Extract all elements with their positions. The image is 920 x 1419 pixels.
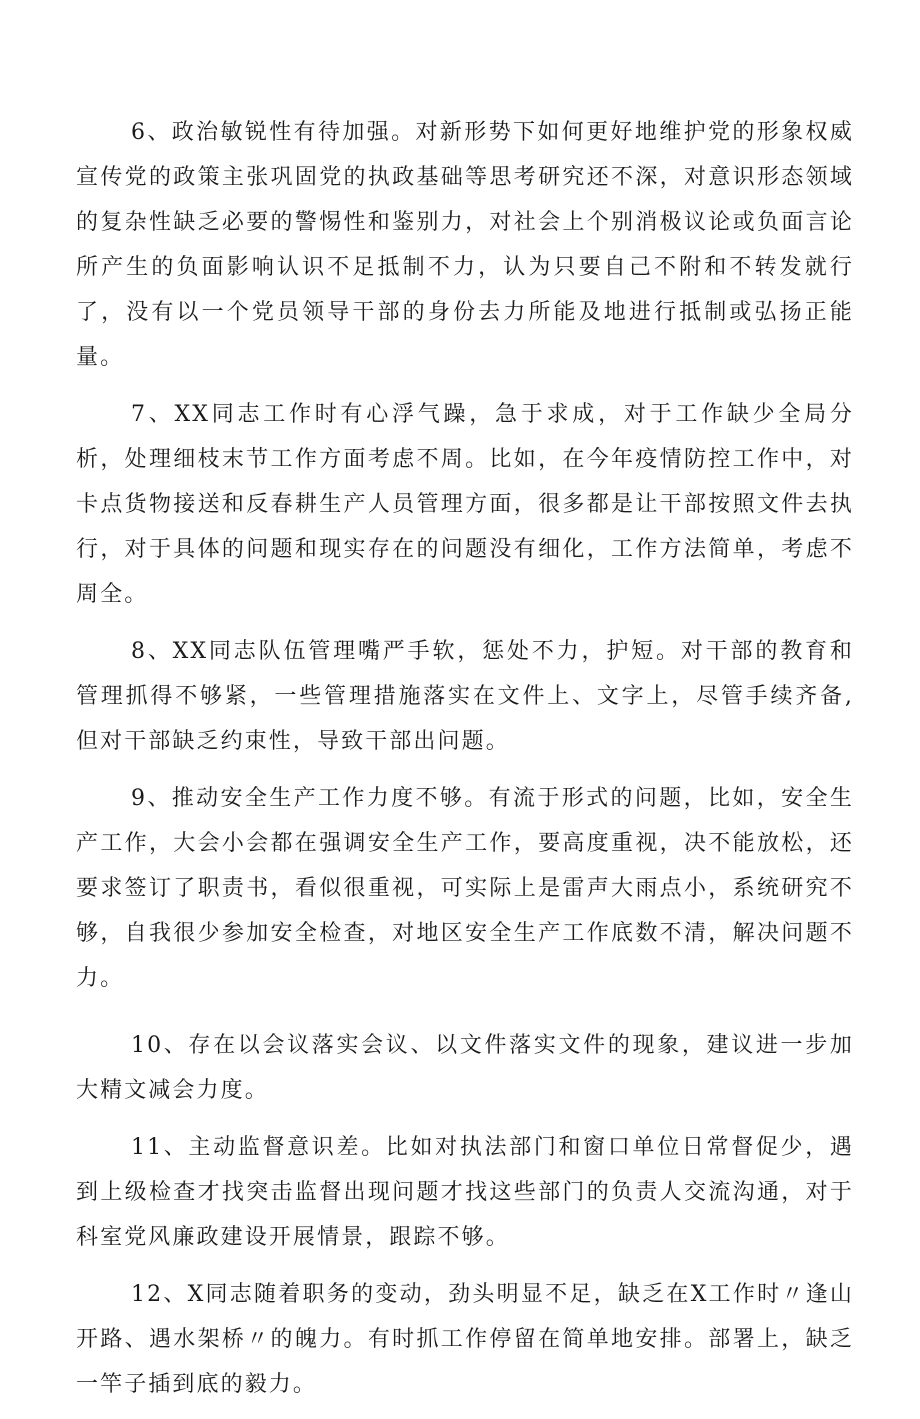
paragraph-item-12: 12、X同志随着职务的变动，劲头明显不足，缺乏在X工作时〃逢山开路、遇水架桥〃的魄力。有时抓工作停留在简单地安排。部署上，缺乏一竿子插到底的毅力。 — [76, 1282, 854, 1397]
paragraph-item-10: 10、存在以会议落实会议、以文件落实文件的现象，建议进一步加大精文减会力度。 — [76, 1033, 854, 1103]
paragraph-item-9: 9、推动安全生产工作力度不够。有流于形式的问题，比如，安全生产工作，大会小会都在强调安全生产工作，要高度重视，决不能放松，还要求签订了职责书，看似很重视，可实际上是雷声大雨点小，系统研究不够，自我很少参加安全检查，对地区安全生产工作底数不清，解决问题不力。 — [76, 786, 854, 991]
paragraph-item-7: 7、XX同志工作时有心浮气躁，急于求成，对于工作缺少全局分析，处理细枝末节工作方面考虑不周。比如，在今年疫情防控工作中，对卡点货物接送和反春耕生产人员管理方面，很多都是让干部按照文件去执行，对于具体的问题和现实存在的问题没有细化，工作方法简单，考虑不周全。 — [76, 402, 854, 607]
paragraph-item-6: 6、政治敏锐性有待加强。对新形势下如何更好地维护党的形象权威宣传党的政策主张巩固党的执政基础等思考研究还不深，对意识形态领域的复杂性缺乏必要的警惕性和鉴别力，对社会上个别消极议论或负面言论所产生的负面影响认识不足抵制不力，认为只要自己不附和不转发就行了，没有以一个党员领导干部的身份去力所能及地进行抵制或弘扬正能量。 — [76, 120, 854, 370]
paragraph-item-8: 8、XX同志队伍管理嘴严手软，惩处不力，护短。对干部的教育和管理抓得不够紧，一些管理措施落实在文件上、文字上，尽管手续齐备,但对干部缺乏约束性，导致干部出问题。 — [76, 639, 854, 754]
paragraph-item-11: 11、主动监督意识差。比如对执法部门和窗口单位日常督促少，遇到上级检查才找突击监督出现问题才找这些部门的负责人交流沟通，对于科室党风廉政建设开展情景，跟踪不够。 — [76, 1135, 854, 1250]
document-body — [76, 110, 854, 1419]
